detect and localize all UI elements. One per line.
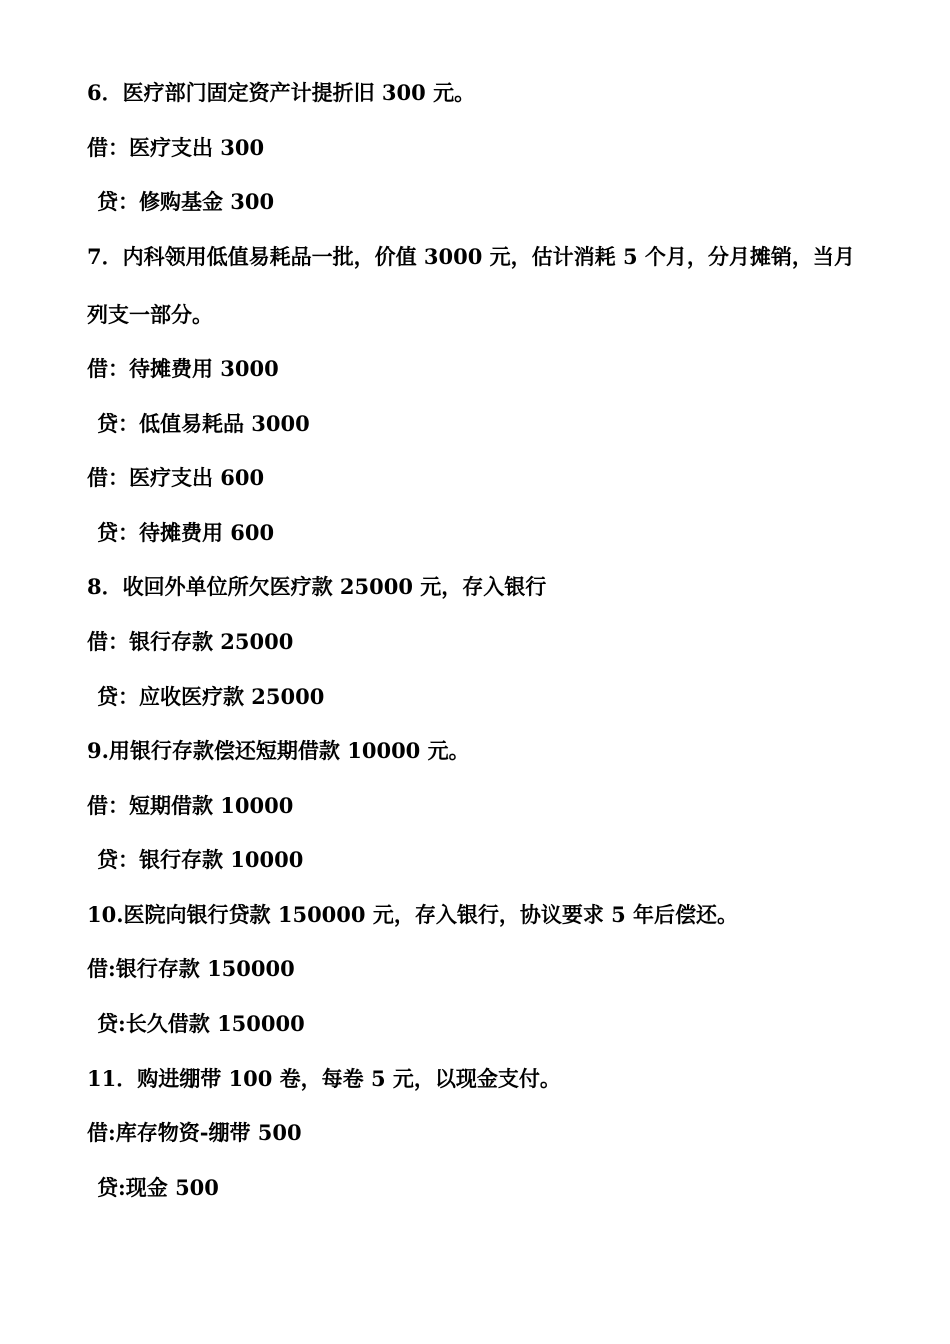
item-7-credit-2: 贷：待摊费用 600: [97, 520, 275, 545]
item-10-credit: 贷:长久借款 150000: [97, 1011, 305, 1036]
item-11-description: 11．购进绷带 100 卷，每卷 5 元，以现金支付。: [87, 1066, 561, 1091]
item-8-description: 8．收回外单位所欠医疗款 25000 元，存入银行: [87, 574, 547, 599]
item-7-debit-1: 借：待摊费用 3000: [87, 356, 279, 381]
item-9-debit: 借：短期借款 10000: [87, 793, 294, 818]
item-8-credit: 贷：应收医疗款 25000: [97, 684, 325, 709]
item-7-description-cont: 列支一部分。: [87, 302, 213, 327]
item-7-debit-2: 借：医疗支出 600: [87, 465, 265, 490]
item-6-debit: 借：医疗支出 300: [87, 135, 265, 160]
item-6-credit: 贷：修购基金 300: [97, 189, 275, 214]
item-9-credit: 贷：银行存款 10000: [97, 847, 304, 872]
item-10-debit: 借:银行存款 150000: [87, 956, 295, 981]
item-7-description: 7．内科领用低值易耗品一批，价值 3000 元，估计消耗 5 个月，分月摊销，当月: [87, 244, 855, 269]
item-9-description: 9.用银行存款偿还短期借款 10000 元。: [87, 738, 470, 763]
item-10-description: 10.医院向银行贷款 150000 元，存入银行，协议要求 5 年后偿还。: [87, 902, 739, 927]
item-11-credit: 贷:现金 500: [97, 1175, 219, 1200]
item-11-debit: 借:库存物资-绷带 500: [87, 1120, 302, 1145]
item-8-debit: 借：银行存款 25000: [87, 629, 294, 654]
item-7-credit-1: 贷：低值易耗品 3000: [97, 411, 310, 436]
item-6-description: 6．医疗部门固定资产计提折旧 300 元。: [87, 80, 476, 105]
